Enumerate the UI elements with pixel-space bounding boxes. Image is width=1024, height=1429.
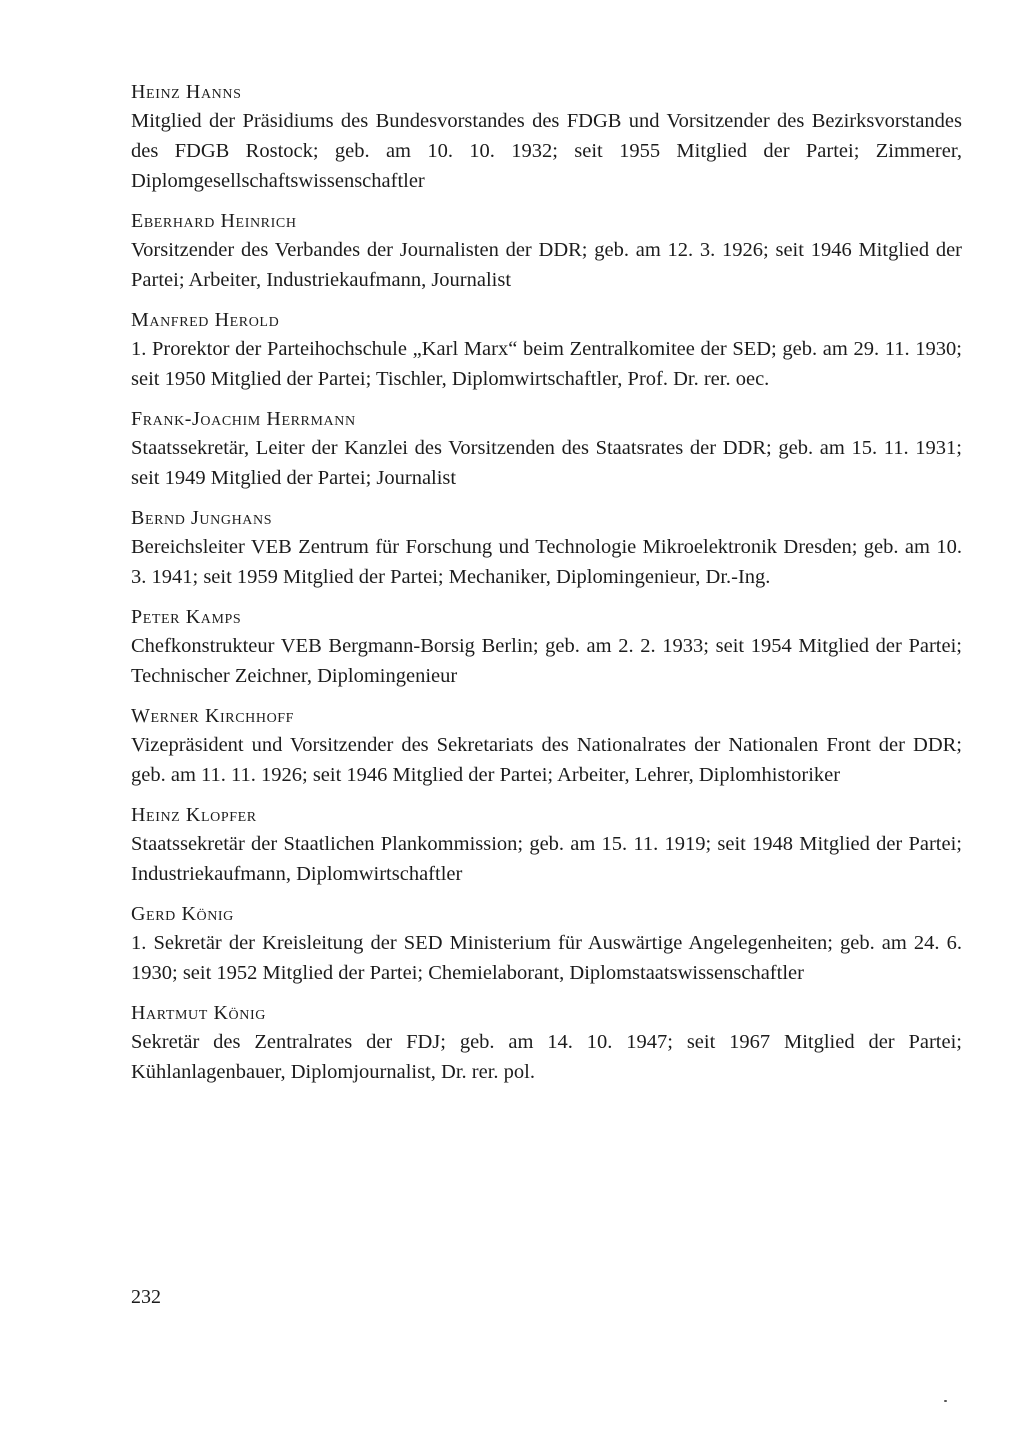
person-name: Frank-Joachim Herrmann [131,408,356,430]
biography-entry [131,1001,962,1087]
person-biography: Chefkonstrukteur VEB Bergmann-Borsig Berlin; geb. am 2. 2. 1933; seit 1954 Mitglied der Partei; Technischer Zeichner, Diplomingenieur [131,635,962,687]
person-biography: Staatssekretär der Staatlichen Plankommission; geb. am 15. 11. 1919; seit 1948 Mitglied der Partei; Industriekaufmann, Diplomwirtschaftler [131,833,962,885]
scan-speck [944,1400,947,1402]
person-biography: Vizepräsident und Vorsitzender des Sekretariats des Nationalrates der Nationalen Front der DDR; geb. am 11. 11. 1926; seit 1946 Mitglied der Partei; Arbeiter, Lehrer, Diplomhistoriker [131,734,962,786]
biography-entry [131,902,962,988]
biography-entry [131,506,962,592]
person-name: Heinz Klopfer [131,804,257,826]
person-biography: Staatssekretär, Leiter der Kanzlei des Vorsitzenden des Staatsrates der DDR; geb. am 15. 11. 1931; seit 1949 Mitglied der Partei; Journalist [131,437,962,489]
biography-entry [131,803,962,889]
person-name: Bernd Junghans [131,507,273,529]
person-biography: Mitglied der Präsidiums des Bundesvorstandes des FDGB und Vorsitzender des Bezirksvorstandes des FDGB Rostock; geb. am 10. 10. 1932; seit 1955 Mitglied der Partei; Zimmerer, Diplomgesellschaftswissenschaftler [131,110,962,192]
person-biography: Vorsitzender des Verbandes der Journalisten der DDR; geb. am 12. 3. 1926; seit 1946 Mitglied der Partei; Arbeiter, Industriekaufmann, Journalist [131,239,962,291]
biography-entry [131,80,962,196]
document-body [131,80,962,1100]
biography-entry [131,704,962,790]
person-name: Werner Kirchhoff [131,705,295,727]
person-name: Heinz Hanns [131,81,242,103]
page-number: 232 [131,1286,161,1308]
person-biography: Sekretär des Zentralrates der FDJ; geb. am 14. 10. 1947; seit 1967 Mitglied der Partei; Kühlanlagenbauer, Diplomjournalist, Dr. rer. pol. [131,1031,962,1083]
person-name: Gerd König [131,903,234,925]
person-biography: 1. Prorektor der Parteihochschule „Karl Marx“ beim Zentralkomitee der SED; geb. am 29. 11. 1930; seit 1950 Mitglied der Partei; Tischler, Diplomwirtschaftler, Prof. Dr. rer. oec. [131,338,962,390]
person-biography: Bereichsleiter VEB Zentrum für Forschung und Technologie Mikroelektronik Dresden; geb. am 10. 3. 1941; seit 1959 Mitglied der Partei; Mechaniker, Diplomingenieur, Dr.-Ing. [131,536,962,588]
person-name: Hartmut König [131,1002,266,1024]
person-name: Peter Kamps [131,606,242,628]
person-name: Manfred Herold [131,309,280,331]
biography-entry [131,209,962,295]
biography-entry [131,308,962,394]
person-biography: 1. Sekretär der Kreisleitung der SED Ministerium für Auswärtige Angelegenheiten; geb. am 24. 6. 1930; seit 1952 Mitglied der Partei; Chemielaborant, Diplomstaatswissenschaftler [131,932,962,984]
person-name: Eberhard Heinrich [131,210,297,232]
biography-entry [131,605,962,691]
biography-entry [131,407,962,493]
